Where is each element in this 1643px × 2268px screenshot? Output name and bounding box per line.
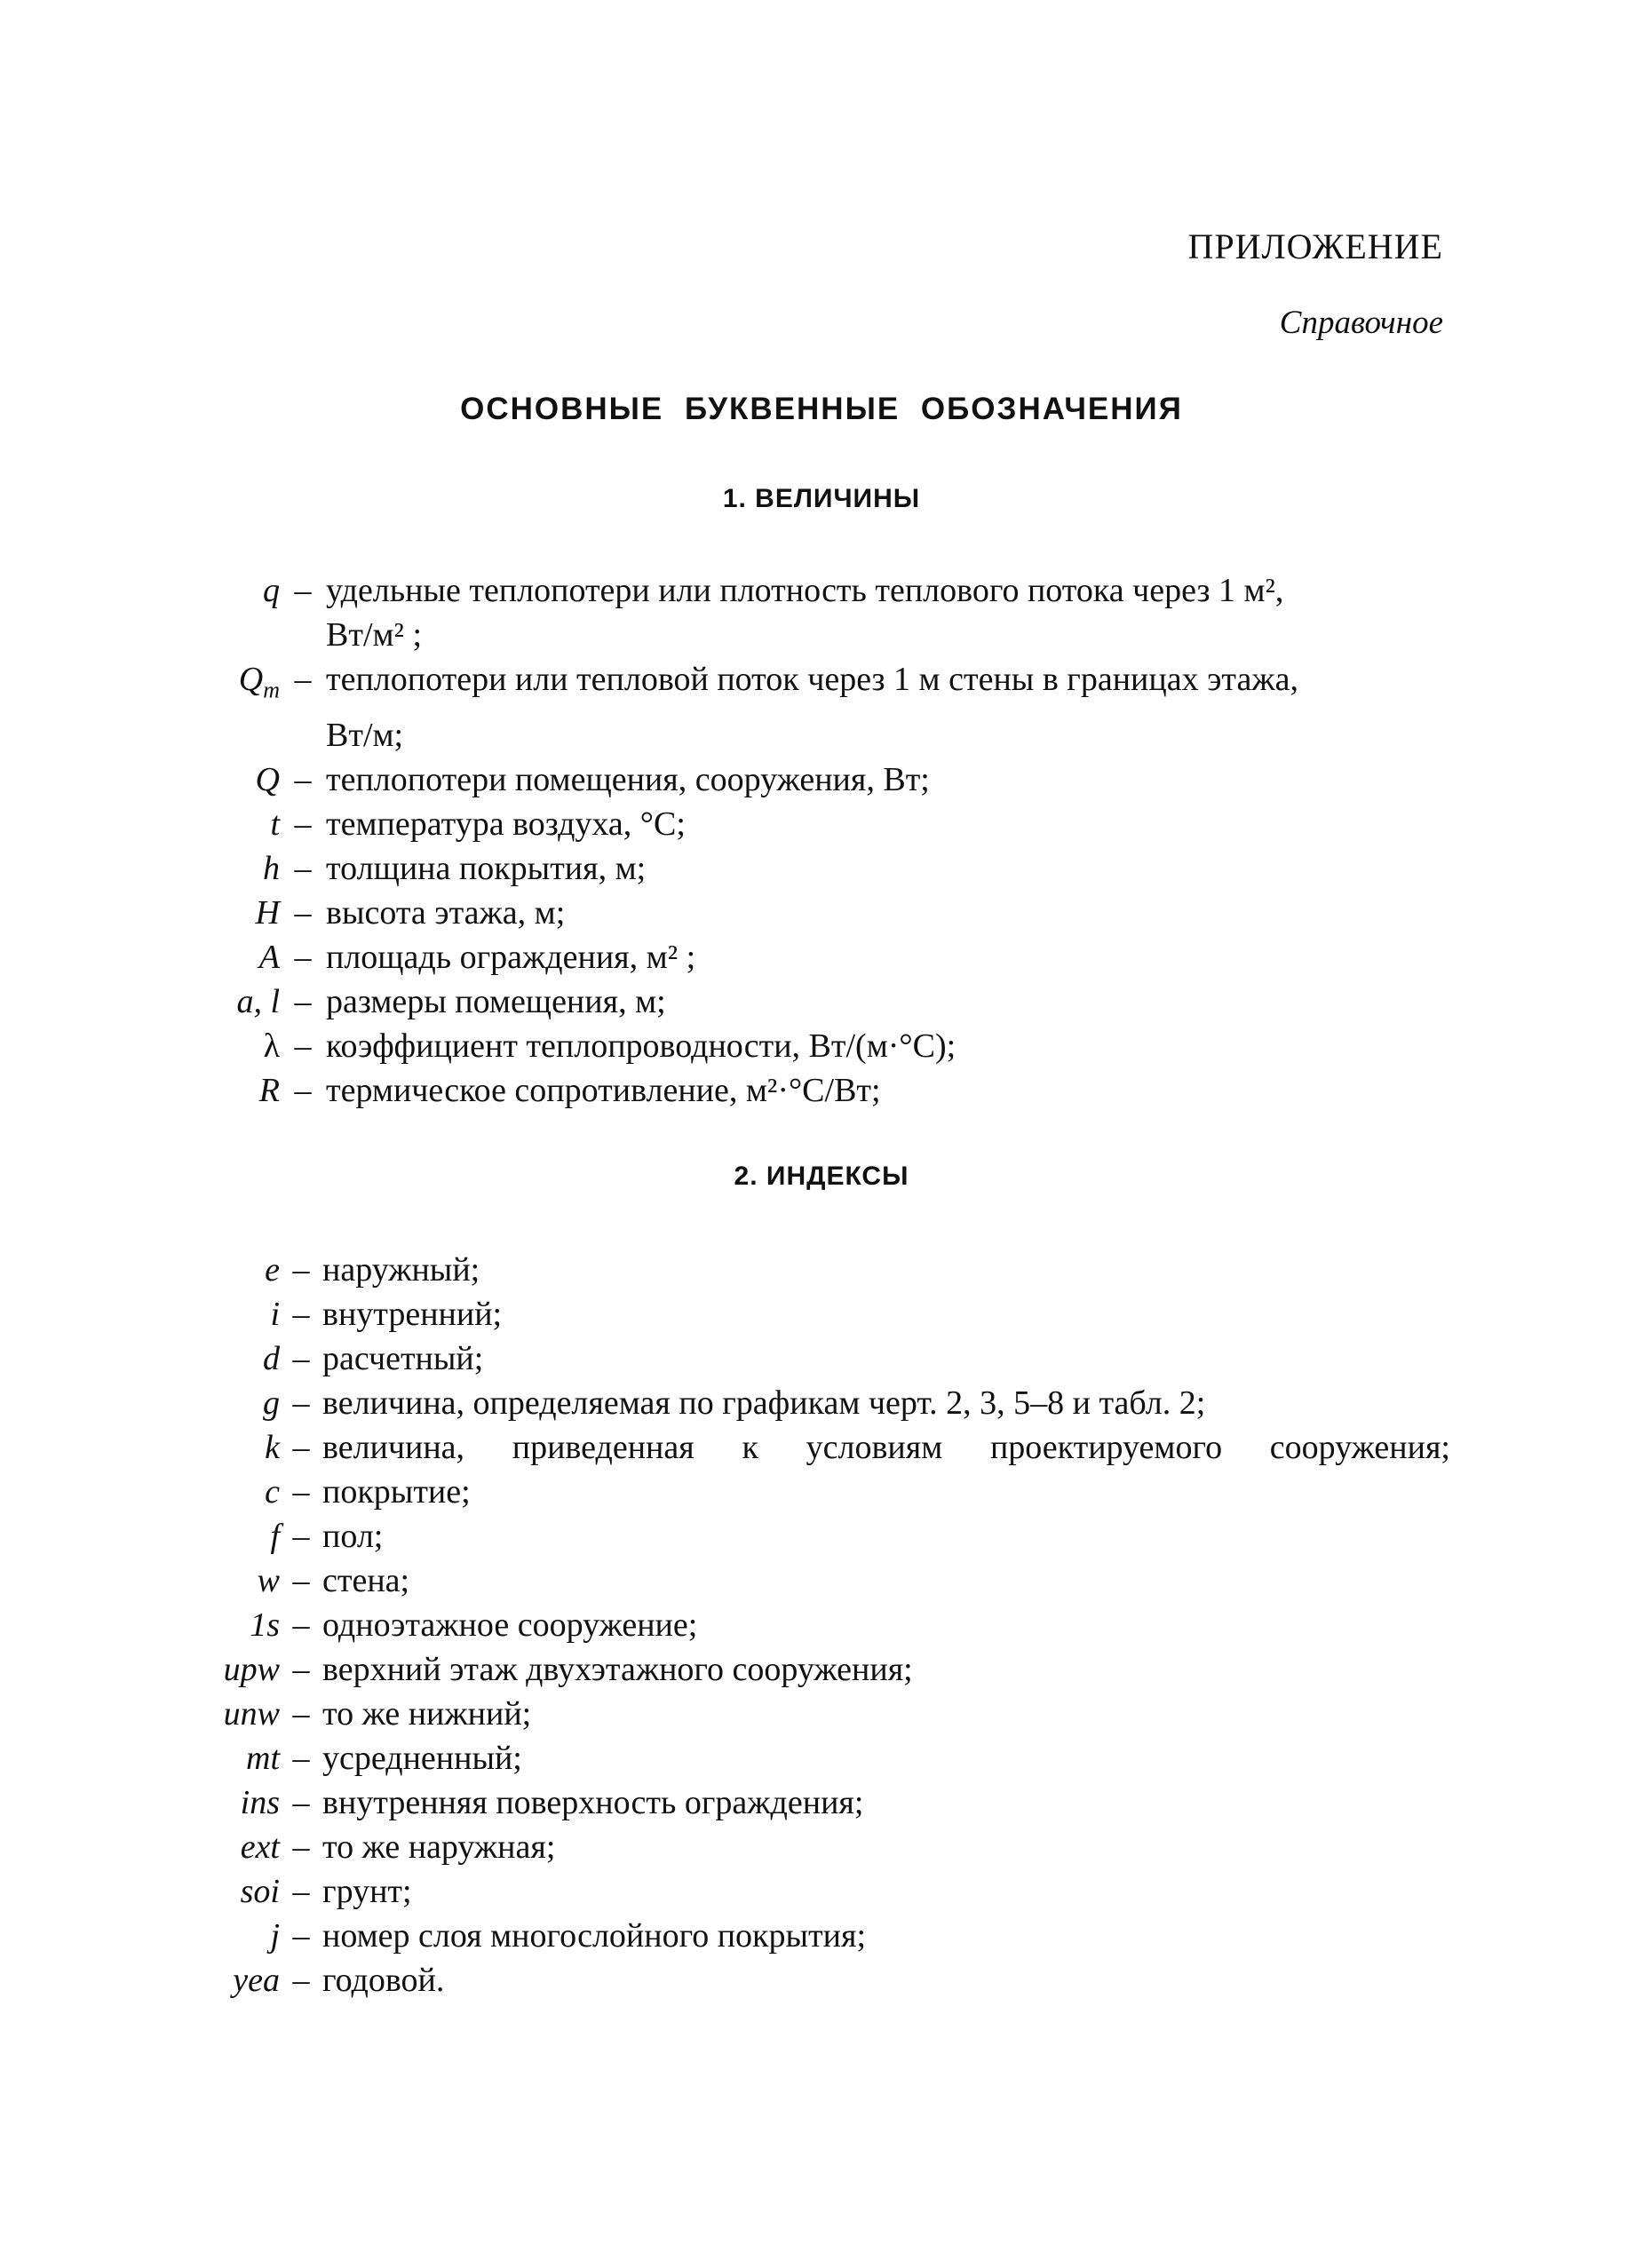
index-symbol: g xyxy=(263,1384,280,1422)
index-dash: – xyxy=(292,1962,310,1999)
index-text: годовой. xyxy=(322,1962,445,1999)
definition-dash: – xyxy=(294,938,312,976)
index-row xyxy=(0,1514,1643,1558)
index-row xyxy=(0,1381,1643,1425)
index-dash: – xyxy=(292,1340,310,1377)
index-row xyxy=(0,1470,1643,1514)
definition-symbol: λ xyxy=(263,1027,280,1065)
index-text: покрытие; xyxy=(322,1473,471,1511)
definition-row xyxy=(0,802,1643,846)
definition-symbol: q xyxy=(263,572,280,609)
definition-dash: – xyxy=(294,1027,312,1065)
index-text: величина, приведенная к условиям проектируемого сооружения; xyxy=(322,1429,1450,1466)
index-dash: – xyxy=(292,1695,310,1733)
index-dash: – xyxy=(292,1784,310,1821)
index-text: номер слоя многослойного покрытия; xyxy=(322,1917,867,1955)
index-symbol: soi xyxy=(240,1873,280,1910)
definition-row xyxy=(0,1068,1643,1113)
definition-dash: – xyxy=(294,982,312,1020)
definition-row xyxy=(0,757,1643,802)
definition-text: термическое сопротивление, м²·°C/Вт; xyxy=(326,1071,881,1109)
index-symbol: 1s xyxy=(250,1606,280,1644)
definition-dash: – xyxy=(294,849,312,887)
definition-dash: – xyxy=(294,893,312,932)
index-symbol: upw xyxy=(223,1651,280,1688)
index-dash: – xyxy=(292,1828,310,1866)
definition-continuation: Вт/м; xyxy=(326,716,404,754)
index-row xyxy=(0,1780,1643,1825)
definition-symbol: R xyxy=(258,1071,280,1109)
definition-row xyxy=(0,568,1643,613)
definition-text: коэффициент теплопроводности, Вт/(м·°C); xyxy=(326,1027,956,1065)
definition-text: температура воздуха, °C; xyxy=(326,805,686,843)
definition-symbol: H xyxy=(255,893,280,932)
index-dash: – xyxy=(292,1873,310,1910)
index-dash: – xyxy=(292,1384,310,1422)
index-row xyxy=(0,1603,1643,1647)
definition-symbol: Q xyxy=(255,760,280,798)
index-text: верхний этаж двухэтажного сооружения; xyxy=(322,1651,913,1688)
index-text: то же наружная; xyxy=(322,1828,556,1866)
index-symbol: e xyxy=(265,1251,280,1289)
definition-text: удельные теплопотери или плотность теплового потока через 1 м², xyxy=(326,572,1284,609)
definition-text: высота этажа, м; xyxy=(326,893,566,932)
index-symbol: ins xyxy=(240,1784,280,1821)
index-symbol: f xyxy=(270,1518,280,1555)
index-symbol: j xyxy=(270,1917,280,1955)
definition-row xyxy=(0,935,1643,979)
quantities-list xyxy=(0,568,1643,1113)
index-text: то же нижний; xyxy=(322,1695,532,1733)
index-dash: – xyxy=(292,1296,310,1333)
index-text: внутренний; xyxy=(322,1296,503,1333)
index-row xyxy=(0,1292,1643,1336)
index-text: расчетный; xyxy=(322,1340,484,1377)
index-text: величина, определяемая по графикам черт. 2, 3, 5–8 и табл. 2; xyxy=(322,1384,1206,1422)
definition-dash: – xyxy=(294,805,312,843)
index-symbol: unw xyxy=(223,1695,280,1733)
definition-symbol: a, l xyxy=(236,982,280,1020)
index-dash: – xyxy=(292,1518,310,1555)
index-text: грунт; xyxy=(322,1873,412,1910)
definition-text: площадь ограждения, м² ; xyxy=(326,938,696,976)
index-row xyxy=(0,1825,1643,1869)
definition-symbol: t xyxy=(270,805,280,843)
index-text: одноэтажное сооружение; xyxy=(322,1606,698,1644)
index-dash: – xyxy=(292,1606,310,1644)
index-dash: – xyxy=(292,1473,310,1511)
index-symbol: w xyxy=(257,1562,280,1599)
index-row xyxy=(0,1336,1643,1381)
index-dash: – xyxy=(292,1651,310,1688)
definition-row xyxy=(0,846,1643,891)
index-symbol: yea xyxy=(233,1962,280,1999)
definition-row xyxy=(0,979,1643,1024)
index-symbol: k xyxy=(265,1429,280,1466)
index-row xyxy=(0,1647,1643,1692)
index-dash: – xyxy=(292,1562,310,1599)
definition-dash: – xyxy=(294,1071,312,1109)
index-row xyxy=(0,1914,1643,1958)
index-text: наружный; xyxy=(322,1251,480,1289)
index-symbol: i xyxy=(270,1296,280,1333)
index-row xyxy=(0,1248,1643,1292)
document-title: ОСНОВНЫЕ БУКВЕННЫЕ ОБОЗНАЧЕНИЯ xyxy=(460,392,1183,426)
definition-text: теплопотери или тепловой поток через 1 м стены в границах этажа, xyxy=(326,661,1298,698)
index-row xyxy=(0,1425,1643,1470)
appendix-note: Справочное xyxy=(1279,305,1443,341)
index-dash: – xyxy=(292,1740,310,1777)
index-symbol: mt xyxy=(246,1740,280,1777)
definition-symbol: A xyxy=(258,938,280,976)
definition-symbol-subscript: m xyxy=(263,677,280,703)
index-text: внутренняя поверхность ограждения; xyxy=(322,1784,864,1821)
index-symbol: ext xyxy=(240,1828,280,1866)
index-text: пол; xyxy=(322,1518,384,1555)
definition-symbol-base: Q xyxy=(238,661,264,698)
index-dash: – xyxy=(292,1429,310,1466)
index-row xyxy=(0,1558,1643,1603)
index-dash: – xyxy=(292,1917,310,1955)
index-dash: – xyxy=(292,1251,310,1289)
definition-row xyxy=(0,891,1643,935)
index-row xyxy=(0,1736,1643,1780)
index-text: усредненный; xyxy=(322,1740,522,1777)
definition-symbol: h xyxy=(263,849,280,887)
definition-row xyxy=(0,1024,1643,1068)
index-row xyxy=(0,1869,1643,1914)
indices-list xyxy=(0,1248,1643,2002)
definition-text: теплопотери помещения, сооружения, Вт; xyxy=(326,760,930,798)
definition-dash: – xyxy=(294,661,312,698)
index-symbol: d xyxy=(263,1340,280,1377)
definition-dash: – xyxy=(294,572,312,609)
definition-symbol xyxy=(0,657,280,713)
index-row xyxy=(0,1692,1643,1736)
appendix-label: ПРИЛОЖЕНИЕ xyxy=(1187,226,1443,266)
index-symbol: c xyxy=(265,1473,280,1511)
definition-row xyxy=(0,657,1643,713)
index-row xyxy=(0,1958,1643,2002)
definition-text: размеры помещения, м; xyxy=(326,982,666,1020)
index-text: стена; xyxy=(322,1562,410,1599)
definition-dash: – xyxy=(294,760,312,798)
definition-text: толщина покрытия, м; xyxy=(326,849,647,887)
definition-continuation: Вт/м² ; xyxy=(326,616,423,654)
section-heading-indices: 2. ИНДЕКСЫ xyxy=(734,1162,909,1191)
section-heading-quantities: 1. ВЕЛИЧИНЫ xyxy=(722,484,921,513)
